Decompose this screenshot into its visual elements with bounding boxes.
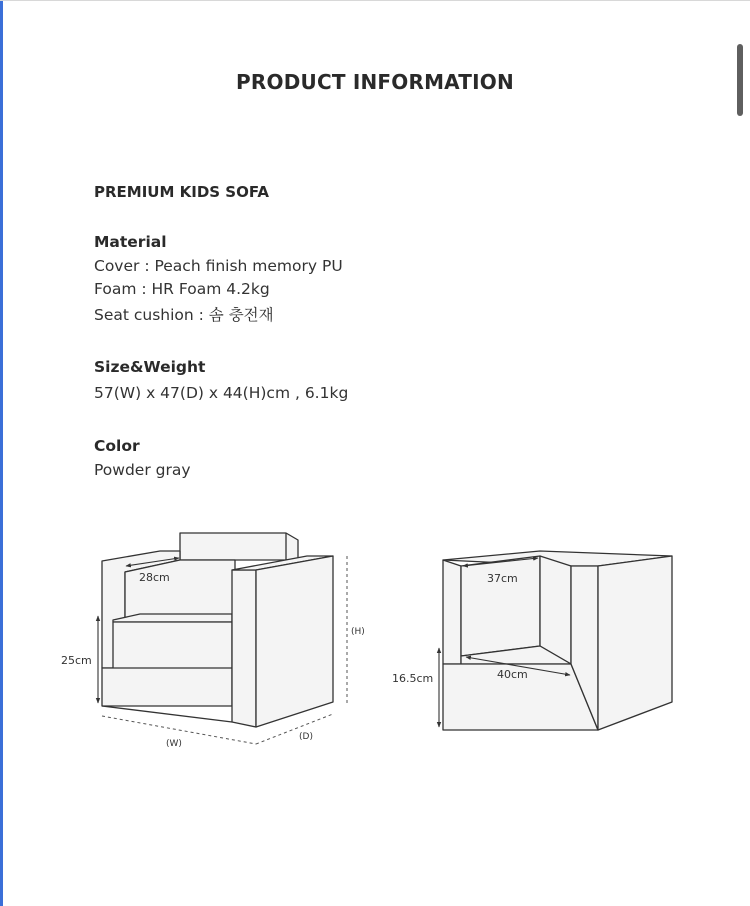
- label-height: (H): [351, 627, 365, 637]
- back-inner-right-wall: [540, 556, 571, 664]
- front-right-arm-side: [256, 556, 333, 727]
- dimension-height: [347, 556, 365, 704]
- material-title: Material: [94, 233, 167, 251]
- color-value: Powder gray: [94, 461, 191, 479]
- label-40cm: 40cm: [497, 668, 528, 681]
- sofa-dimension-diagram: [0, 500, 750, 780]
- top-border: [0, 0, 750, 1]
- page-heading: PRODUCT INFORMATION: [236, 70, 514, 94]
- back-sofa-drawing: [443, 551, 672, 730]
- label-25cm: 25cm: [61, 654, 92, 667]
- front-right-arm-front: [232, 570, 256, 727]
- back-inner-wall: [461, 556, 540, 656]
- label-37cm: 37cm: [487, 572, 518, 585]
- front-left-base: [102, 668, 232, 706]
- material-foam-line: Foam : HR Foam 4.2kg: [94, 280, 270, 298]
- dimension-25cm: [61, 616, 98, 703]
- dimension-16-5cm: [392, 648, 439, 727]
- color-title: Color: [94, 437, 140, 455]
- label-width: (W): [166, 739, 182, 749]
- label-16-5cm: 16.5cm: [392, 672, 434, 685]
- front-sofa-drawing: [102, 533, 333, 727]
- label-28cm: 28cm: [139, 571, 170, 584]
- size-weight-title: Size&Weight: [94, 358, 206, 376]
- front-seat-front: [113, 622, 232, 670]
- back-right-side: [598, 556, 672, 730]
- front-back-panel: [125, 560, 235, 618]
- material-cushion-line: Seat cushion : 솜 충전재: [94, 306, 274, 324]
- front-backrest-top: [180, 533, 298, 560]
- size-weight-value: 57(W) x 47(D) x 44(H)cm , 6.1kg: [94, 384, 349, 402]
- material-cover-line: Cover : Peach finish memory PU: [94, 257, 343, 275]
- label-depth: (D): [299, 732, 313, 742]
- back-left-wall: [443, 560, 461, 664]
- product-name: PREMIUM KIDS SOFA: [94, 183, 269, 201]
